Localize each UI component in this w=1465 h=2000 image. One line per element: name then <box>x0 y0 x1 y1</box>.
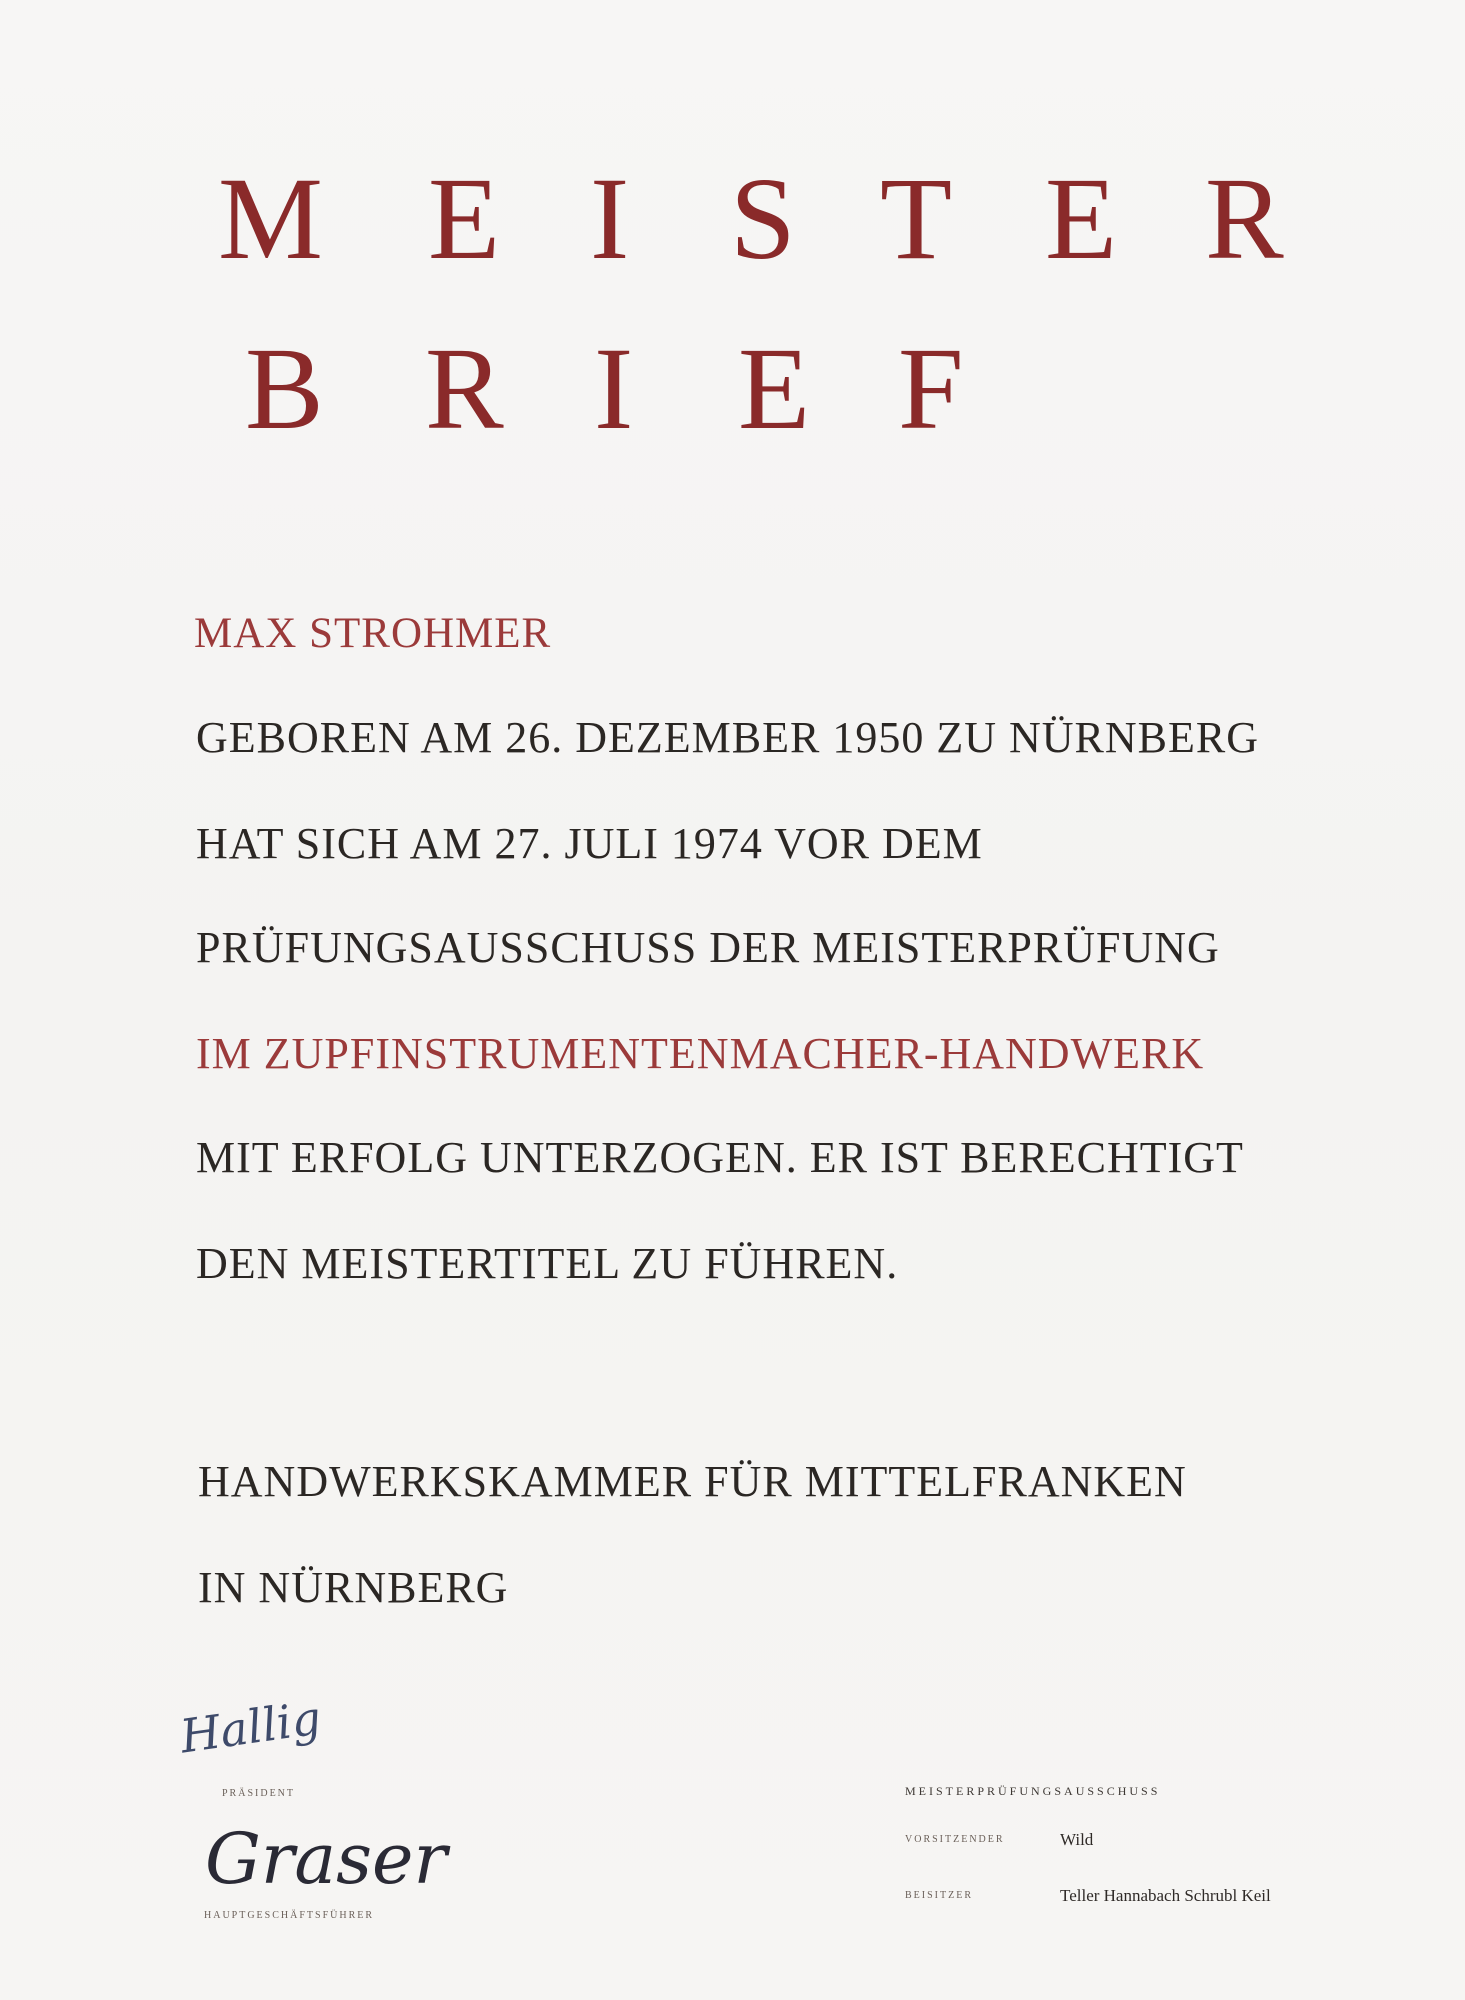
members-value: Teller Hannabach Schrubl Keil <box>1060 1886 1271 1905</box>
title-line-1 <box>0 153 1465 290</box>
title-letter: S <box>730 153 796 284</box>
title-letter: E <box>738 323 811 454</box>
manager-signature: Graser <box>205 1818 447 1900</box>
chamber-name: HANDWERKSKAMMER FÜR MITTELFRANKEN <box>198 1457 1187 1506</box>
birth-line: GEBOREN AM 26. DEZEMBER 1950 ZU NÜRNBERG <box>196 713 1260 762</box>
title-right-line: DEN MEISTERTITEL ZU FÜHREN. <box>196 1239 899 1288</box>
title-letter: R <box>425 323 504 454</box>
president-signature: Hallig <box>176 1690 325 1764</box>
trade-line: IM ZUPFINSTRUMENTENMACHER-HANDWERK <box>196 1029 1205 1078</box>
title-letter: I <box>594 323 634 454</box>
committee-line: PRÜFUNGSAUSSCHUSS DER MEISTERPRÜFUNG <box>196 923 1220 972</box>
president-label: PRÄSIDENT <box>222 1788 296 1799</box>
title-letter: I <box>590 153 630 284</box>
manager-label: HAUPTGESCHÄFTSFÜHRER <box>204 1910 375 1921</box>
holder-name: MAX STROHMER <box>194 610 552 657</box>
title-letter: E <box>428 153 501 284</box>
title-letter: B <box>245 323 324 454</box>
success-line: MIT ERFOLG UNTERZOGEN. ER IST BERECHTIGT <box>196 1133 1244 1182</box>
exam-date-line: HAT SICH AM 27. JULI 1974 VOR DEM <box>196 819 983 868</box>
members-label: BEISITZER <box>905 1890 973 1901</box>
chair-value: Wild <box>1060 1830 1094 1849</box>
title-letter: T <box>880 153 953 284</box>
title-letter: F <box>898 323 964 454</box>
title-letter: E <box>1045 153 1118 284</box>
title-letter: M <box>218 153 323 284</box>
chamber-city: IN NÜRNBERG <box>198 1563 509 1612</box>
chair-label: VORSITZENDER <box>905 1834 1005 1845</box>
title-line-2 <box>0 323 1465 460</box>
committee-heading: MEISTERPRÜFUNGSAUSSCHUSS <box>905 1784 1161 1798</box>
title-letter: R <box>1205 153 1284 284</box>
